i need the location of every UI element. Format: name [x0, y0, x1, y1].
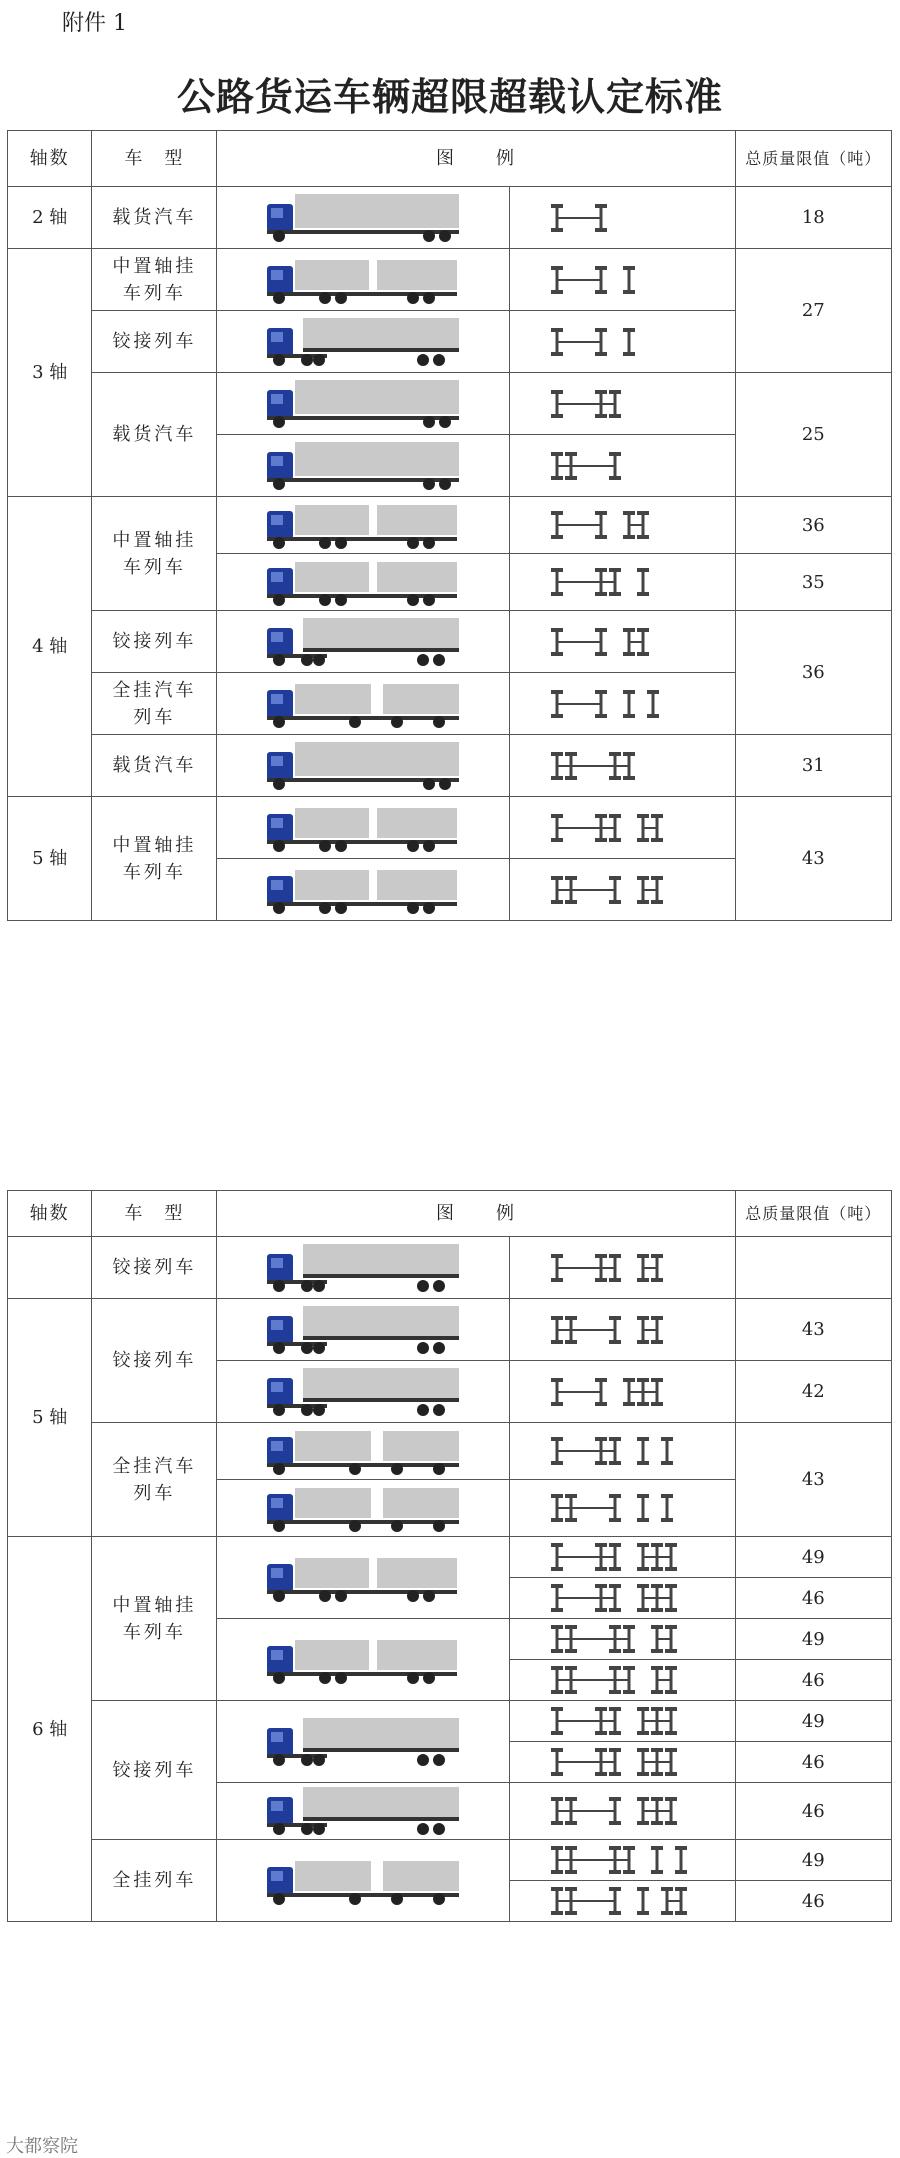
vehicle-type: 铰接列车 [92, 611, 217, 673]
axle-layout-diagram [547, 198, 697, 238]
weight-limit: 25 [735, 373, 891, 497]
articulated-icon [263, 1364, 463, 1420]
header-axles: 轴数 [8, 131, 92, 187]
full-trailer-train-icon [263, 676, 463, 732]
header-type: 车 型 [92, 1191, 217, 1237]
vehicle-type: 载货汽车 [92, 735, 217, 797]
vehicle-picture [217, 1423, 509, 1480]
vehicle-type: 铰接列车 [92, 1237, 217, 1299]
vehicle-picture [217, 1299, 509, 1361]
rigid-truck-icon [263, 190, 463, 246]
header-figure: 图 例 [217, 1191, 735, 1237]
vehicle-type: 中置轴挂车列车 [92, 797, 217, 921]
table-row [8, 797, 892, 859]
axle-diagram [509, 311, 735, 373]
articulated-icon [263, 1302, 463, 1358]
axle-diagram [509, 1701, 735, 1742]
vehicle-type: 铰接列车 [92, 1299, 217, 1423]
vehicle-picture [217, 1840, 509, 1922]
weight-limit: 46 [735, 1660, 891, 1701]
axle-layout-diagram [547, 322, 697, 362]
weight-limit [735, 1237, 891, 1299]
vehicle-picture [217, 1480, 509, 1537]
vehicle-type: 中置轴挂车列车 [92, 497, 217, 611]
vehicle-type: 铰接列车 [92, 311, 217, 373]
weight-limit: 27 [735, 249, 891, 373]
axle-diagram [509, 187, 735, 249]
articulated-icon [263, 1714, 463, 1770]
axle-count: 5 轴 [8, 797, 92, 921]
vehicle-picture [217, 1237, 509, 1299]
vehicle-type: 全挂汽车列车 [92, 1423, 217, 1537]
weight-limit: 35 [735, 554, 891, 611]
header-limit: 总质量限值（吨） [735, 131, 891, 187]
weight-limit: 43 [735, 1299, 891, 1361]
header-axles: 轴数 [8, 1191, 92, 1237]
page-title: 公路货运车辆超限超载认定标准 [176, 74, 723, 119]
axle-layout-diagram [547, 1701, 697, 1741]
weight-limit: 42 [735, 1361, 891, 1423]
vehicle-picture [217, 611, 509, 673]
axle-layout-diagram [547, 1248, 697, 1288]
axle-layout-diagram [547, 746, 697, 786]
weight-limit: 31 [735, 735, 891, 797]
axle-layout-diagram [547, 1742, 697, 1782]
axle-diagram [509, 1361, 735, 1423]
axle-layout-diagram [547, 505, 697, 545]
axle-layout-diagram [547, 622, 697, 662]
vehicle-type: 载货汽车 [92, 373, 217, 497]
vehicle-picture [217, 1783, 509, 1840]
axle-count: 3 轴 [8, 249, 92, 497]
weight-limit: 43 [735, 797, 891, 921]
axle-diagram [509, 797, 735, 859]
axle-diagram [509, 673, 735, 735]
axle-diagram [509, 497, 735, 554]
axle-count: 4 轴 [8, 497, 92, 797]
axle-diagram [509, 1783, 735, 1840]
vehicle-picture [217, 249, 509, 311]
axle-layout-diagram [547, 1619, 697, 1659]
center-axle-train-icon [263, 800, 463, 856]
axle-layout-diagram [547, 870, 697, 910]
axle-layout-diagram [547, 562, 697, 602]
weight-limit: 43 [735, 1423, 891, 1537]
vehicle-type: 全挂列车 [92, 1840, 217, 1922]
vehicle-picture [217, 554, 509, 611]
full-trailer-train-icon [263, 1480, 463, 1536]
standards-table-part-2 [7, 1190, 892, 1922]
axle-layout-diagram [547, 1488, 697, 1528]
axle-layout-diagram [547, 384, 697, 424]
axle-layout-diagram [547, 260, 697, 300]
header-type: 车 型 [92, 131, 217, 187]
vehicle-type: 铰接列车 [92, 1701, 217, 1840]
articulated-icon [263, 1240, 463, 1296]
axle-diagram [509, 735, 735, 797]
vehicle-picture [217, 435, 509, 497]
table-row [8, 1840, 892, 1881]
axle-count: 6 轴 [8, 1537, 92, 1922]
axle-diagram [509, 1619, 735, 1660]
vehicle-picture [217, 859, 509, 921]
axle-diagram [509, 373, 735, 435]
weight-limit: 49 [735, 1701, 891, 1742]
axle-diagram [509, 859, 735, 921]
axle-diagram [509, 1537, 735, 1578]
axle-layout-diagram [547, 684, 697, 724]
axle-layout-diagram [547, 1431, 697, 1471]
vehicle-picture [217, 497, 509, 554]
watermark: 大都察院 [6, 2136, 78, 2157]
center-axle-train-icon [263, 252, 463, 308]
axle-diagram [509, 1423, 735, 1480]
weight-limit: 18 [735, 187, 891, 249]
rigid-truck-icon [263, 438, 463, 494]
vehicle-picture [217, 1619, 509, 1701]
weight-limit: 49 [735, 1537, 891, 1578]
table-row [8, 497, 892, 554]
vehicle-type: 全挂汽车列车 [92, 673, 217, 735]
vehicle-picture [217, 797, 509, 859]
axle-diagram [509, 1840, 735, 1881]
attachment-label: 附件 1 [62, 11, 127, 36]
standards-table-part-1 [7, 130, 892, 921]
weight-limit: 49 [735, 1840, 891, 1881]
center-axle-train-icon [263, 862, 463, 918]
axle-layout-diagram [547, 808, 697, 848]
vehicle-picture [217, 1701, 509, 1783]
rigid-truck-icon [263, 376, 463, 432]
articulated-icon [263, 614, 463, 670]
axle-layout-diagram [547, 1537, 697, 1577]
center-axle-train-icon [263, 1550, 463, 1606]
vehicle-picture [217, 673, 509, 735]
axle-layout-diagram [547, 1372, 697, 1412]
axle-diagram [509, 554, 735, 611]
weight-limit: 36 [735, 497, 891, 554]
table-row [8, 1299, 892, 1361]
header-limit: 总质量限值（吨） [735, 1191, 891, 1237]
vehicle-picture [217, 373, 509, 435]
full-trailer-train-icon [263, 1423, 463, 1479]
axle-diagram [509, 1578, 735, 1619]
weight-limit: 46 [735, 1783, 891, 1840]
axle-diagram [509, 1237, 735, 1299]
axle-layout-diagram [547, 1660, 697, 1700]
table-row [8, 1237, 892, 1299]
axle-diagram [509, 1660, 735, 1701]
axle-diagram [509, 1480, 735, 1537]
axle-diagram [509, 249, 735, 311]
weight-limit: 46 [735, 1578, 891, 1619]
weight-limit: 46 [735, 1742, 891, 1783]
vehicle-picture [217, 1537, 509, 1619]
vehicle-picture [217, 187, 509, 249]
axle-diagram [509, 1299, 735, 1361]
center-axle-train-icon [263, 554, 463, 610]
axle-diagram [509, 611, 735, 673]
table-row [8, 1537, 892, 1578]
axle-diagram [509, 1881, 735, 1922]
vehicle-picture [217, 735, 509, 797]
vehicle-type: 载货汽车 [92, 187, 217, 249]
vehicle-picture [217, 1361, 509, 1423]
axle-layout-diagram [547, 1310, 697, 1350]
vehicle-type: 中置轴挂车列车 [92, 249, 217, 311]
rigid-truck-icon [263, 738, 463, 794]
center-axle-train-icon [263, 497, 463, 553]
table-row [8, 611, 892, 673]
full-trailer-train-icon [263, 1853, 463, 1909]
axle-count: 2 轴 [8, 187, 92, 249]
table-row [8, 1423, 892, 1480]
vehicle-type: 中置轴挂车列车 [92, 1537, 217, 1701]
weight-limit: 36 [735, 611, 891, 735]
center-axle-train-icon [263, 1632, 463, 1688]
table-row [8, 735, 892, 797]
axle-count [8, 1237, 92, 1299]
table-row [8, 249, 892, 311]
axle-layout-diagram [547, 1840, 697, 1880]
axle-layout-diagram [547, 1791, 697, 1831]
axle-layout-diagram [547, 1881, 697, 1921]
axle-count: 5 轴 [8, 1299, 92, 1537]
axle-layout-diagram [547, 1578, 697, 1618]
table-row [8, 1701, 892, 1742]
articulated-icon [263, 314, 463, 370]
axle-diagram [509, 435, 735, 497]
header-figure: 图 例 [217, 131, 735, 187]
axle-diagram [509, 1742, 735, 1783]
articulated-icon [263, 1783, 463, 1839]
table-row [8, 373, 892, 435]
axle-layout-diagram [547, 446, 697, 486]
vehicle-picture [217, 311, 509, 373]
table-row [8, 187, 892, 249]
weight-limit: 49 [735, 1619, 891, 1660]
weight-limit: 46 [735, 1881, 891, 1922]
